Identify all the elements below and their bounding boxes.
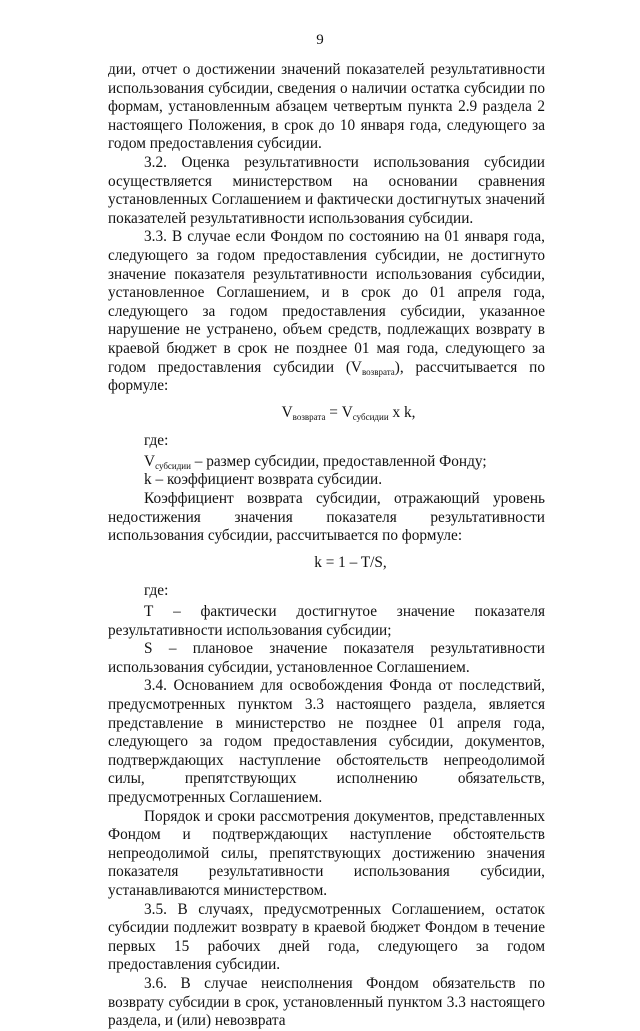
definition-v-text: – размер субсидии, предоставленной Фонду; [190,452,487,470]
definition-t: Т – фактически достигнутое значение показателя результативности использования субсидии; [108,603,545,639]
subscript-vozvrata: возврата [361,366,395,377]
paragraph-intro: дии, отчет о достижении значений показателей результативности использования субсидии, сведения о наличии остатка субсидии по формам, установленным абзацем четвертым пункта 2.9 раздела 2 настоящего Положения, в срок до 10 января года, следующего за годом предоставления субсидии. [108,61,545,153]
definition-s: S – плановое значение показателя результативности использования субсидии, установленное Соглашением. [108,640,545,676]
formula-equals: = [325,403,342,421]
formula-right-sub: субсидии [352,411,389,422]
paragraph-3-5: 3.5. В случаях, предусмотренных Соглашением, остаток субсидии подлежит возврату в краевой бюджет Фондом в течение первых 15 рабочих дней года, следующего за годом предоставления субсидии. [108,900,545,974]
formula-return-volume [108,404,545,423]
formula-left-var: V [281,403,293,421]
definition-v-sub: субсидии [155,460,191,471]
definition-v-subsidy [108,453,545,472]
where-label-2: где: [144,582,169,600]
paragraph-3-2: 3.2. Оценка результативности использования субсидии осуществляется министерством на основании сравнения установленных Соглашением и фактически достигнутых значений показателей результативности использования субсидии. [108,153,545,227]
document-body [108,61,545,1031]
paragraph-3-3-text: 3.3. В случае если Фондом по состоянию на 01 января года, следующего за годом предоставления субсидии, не достигнуто значение показателя результативности использования субсидии, установленное Соглашением, и в срок до 01 апреля года, следующего за годом предоставления субсидии, указанное нарушение не устранено, объем средств, подлежащих возврату в краевой бюджет в срок не позднее 01 мая года, следующего за годом предоставления субсидии (V [108,228,545,376]
formula-right-var: V [341,403,353,421]
paragraph-3-4: 3.4. Основанием для освобождения Фонда от последствий, предусмотренных пунктом 3.3 настоящего раздела, является представление в министерство не позднее 01 апреля года, следующего за годом предоставления субсидии, документов, подтверждающих наступление обстоятельств непреодолимой силы, препятствующих исполнению обязательств, предусмотренных Соглашением. [108,677,545,806]
formula-left-sub: возврата [292,411,326,422]
where-label-1: где: [144,432,169,450]
paragraph-3-6: 3.6. В случае неисполнения Фондом обязательств по возврату субсидии в срок, установленный пунктом 3.3 настоящего раздела, и (или) невозврата [108,974,545,1030]
formula-tail: x k, [388,403,416,421]
paragraph-3-3-tail: ), рассчитывается по формуле: [108,358,545,395]
formula-coefficient: k = 1 – T/S, [314,553,387,571]
paragraph-coefficient: Коэффициент возврата субсидии, отражающий уровень недостижения значения показателя результативности использования субсидии, рассчитывается по формуле: [108,490,545,545]
paragraph-3-3 [108,228,545,395]
paragraph-order: Порядок и сроки рассмотрения документов, представленных Фондом и подтверждающих наступление обстоятельств непреодолимой силы, препятствующих достижению значения показателя результативности использования субсидии, устанавливаются министерством. [108,807,545,899]
page-number: 9 [316,32,324,48]
definition-v-var: V [144,452,156,470]
definition-k: k – коэффициент возврата субсидии. [144,471,383,489]
